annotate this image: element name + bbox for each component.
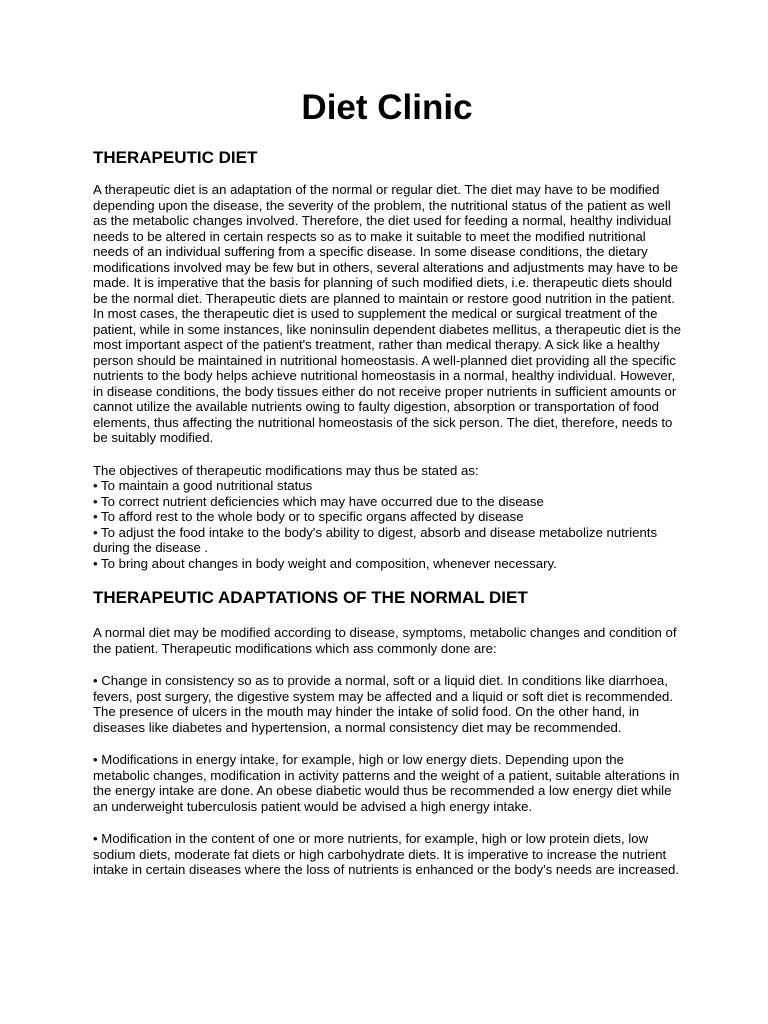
list-item: • To maintain a good nutritional status	[93, 478, 313, 493]
document-page	[93, 88, 681, 895]
bullet-paragraph-consistency: • Change in consistency so as to provide a normal, soft or a liquid diet. In conditions like diarrhoea, fevers, post surgery, the digestive system may be affected and a liquid or soft diet is recommended. The presence of ulcers in the mouth may hinder the intake of solid food. On the other hand, in diseases like diabetes and hypertension, a normal consistency diet may be recommended.	[93, 673, 674, 735]
bullet-paragraph-nutrient-content: • Modification in the content of one or more nutrients, for example, high or low protein diets, low sodium diets, moderate fat diets or high carbohydrate diets. It is imperative to increase the nutrient intake in certain diseases where the loss of nutrients is enhanced or the body's needs are increased.	[93, 831, 680, 877]
paragraph-therapeutic-diet: A therapeutic diet is an adaptation of the normal or regular diet. The diet may have to be modified depending upon the disease, the severity of the problem, the nutritional status of the patient as well as the metabolic changes involved. Therefore, the diet used for feeding a normal, healthy individual needs to be altered in certain respects so as to make it suitable to meet the modified nutritional needs of an individual suffering from a specific disease. In some disease conditions, the dietary modifications involved may be few but in others, several alterations and adjustments may have to be made. It is imperative that the basis for planning of such modified diets, i.e. therapeutic diets should be the normal diet. Therapeutic diets are planned to maintain or restore good nutrition in the patient. In most cases, the therapeutic diet is used to supplement the medical or surgical treatment of the patient, while in some instances, like noninsulin dependent diabetes mellitus, a therapeutic diet is the most important aspect of the patient's treatment, rather than medical therapy. A sick like a healthy person should be maintained in nutritional homeostasis. A well-planned diet providing all the specific nutrients to the body helps achieve nutritional homeostasis in a normal, healthy individual. However, in disease conditions, the body tissues either do not receive proper nutrients in sufficient amounts or cannot utilize the available nutrients owing to faulty digestion, absorption or transportation of food elements, thus affecting the nutritional homeostasis of the sick person. The diet, therefore, needs to be suitably modified.	[93, 182, 681, 445]
paragraph-adaptations-intro: A normal diet may be modified according to disease, symptoms, metabolic changes and condition of the patient. Therapeutic modifications which ass commonly done are:	[93, 625, 677, 656]
page-title: Diet Clinic	[301, 88, 473, 127]
section-heading-therapeutic-diet: THERAPEUTIC DIET	[93, 148, 258, 167]
list-item: • To afford rest to the whole body or to specific organs affected by disease	[93, 509, 524, 524]
list-item: • To adjust the food intake to the body's ability to digest, absorb and disease metabolize nutrients during the disease .	[93, 524, 658, 555]
objectives-intro: The objectives of therapeutic modifications may thus be stated as:	[93, 462, 479, 478]
bullet-paragraph-energy-intake: • Modifications in energy intake, for example, high or low energy diets. Depending upon the metabolic changes, modification in activity patterns and the weight of a patient, suitable alterations in the energy intake are done. An obese diabetic would thus be recommended a low energy diet while an underweight tuberculosis patient would be advised a high energy intake.	[93, 752, 680, 814]
section-heading-adaptations: THERAPEUTIC ADAPTATIONS OF THE NORMAL DIET	[93, 588, 528, 607]
list-item: • To correct nutrient deficiencies which may have occurred due to the disease	[93, 493, 544, 509]
list-item: • To bring about changes in body weight and composition, whenever necessary.	[93, 555, 557, 571]
objectives-list	[93, 463, 681, 572]
